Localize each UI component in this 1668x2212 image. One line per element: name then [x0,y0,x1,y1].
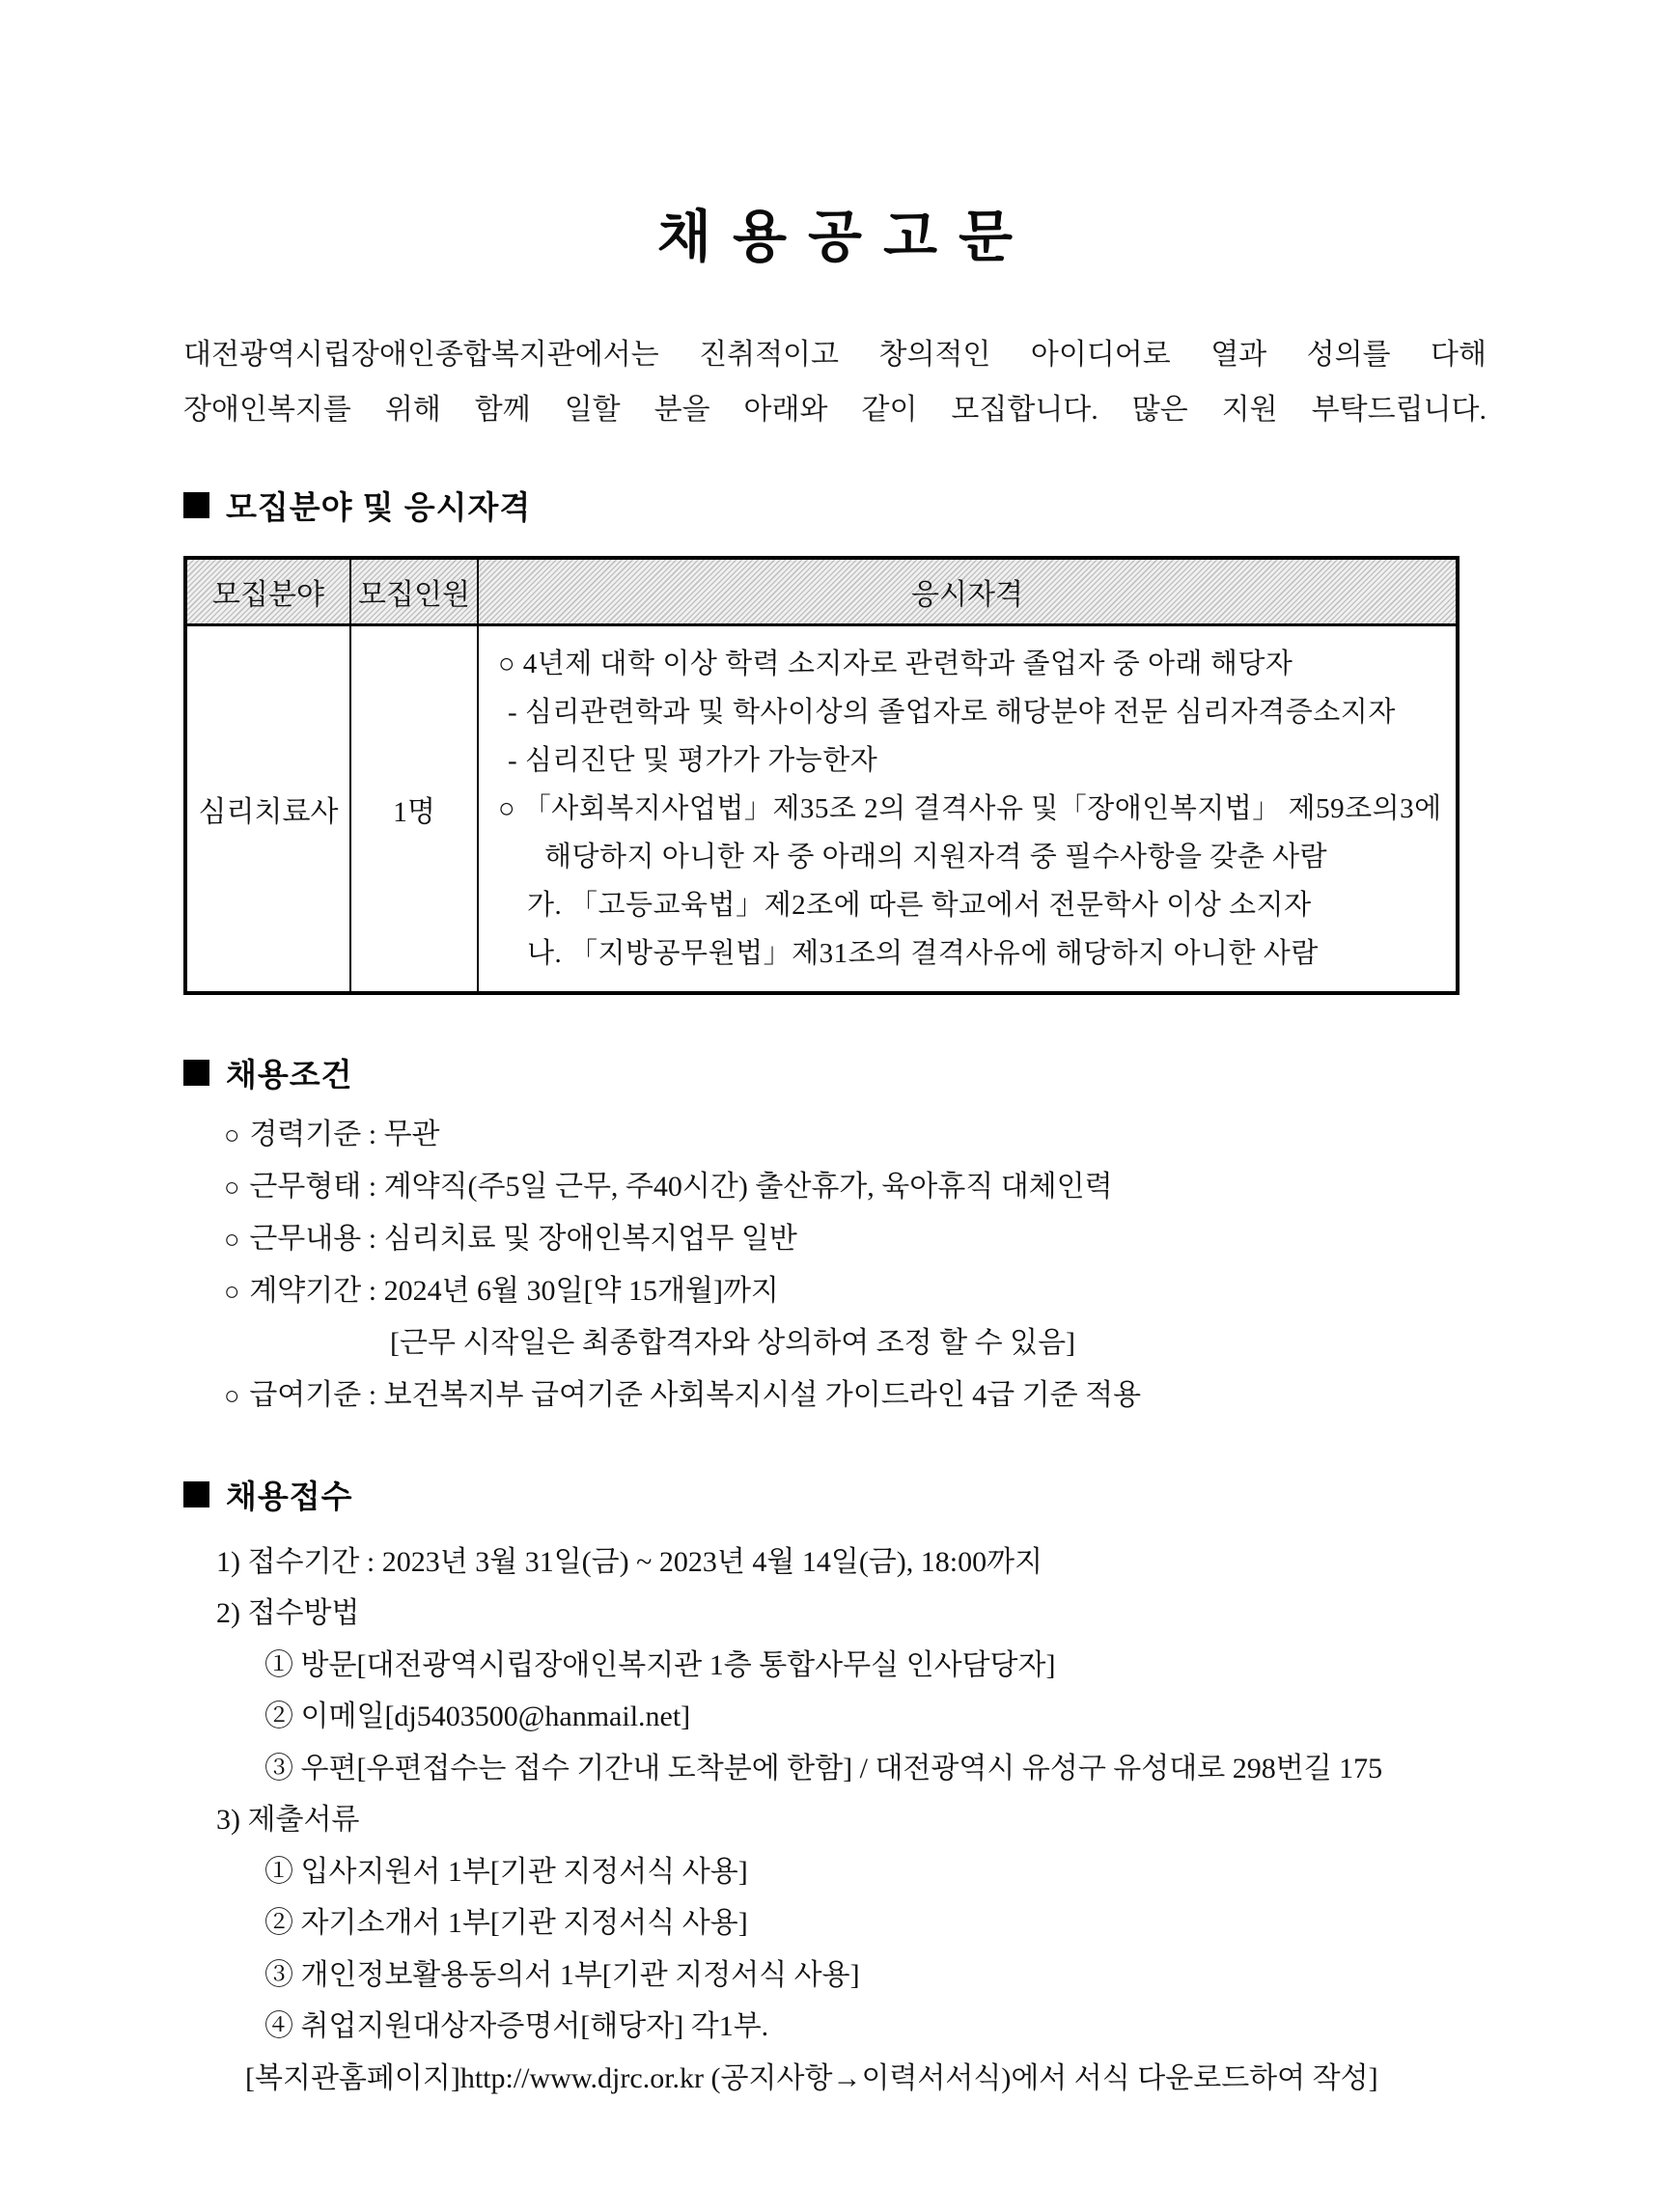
condition-separator: : [361,1170,384,1203]
qualification-line: ○ 「사회복지사업법」제35조 2의 결격사유 및「장애인복지법」 제59조의3에 [498,792,1442,824]
condition-contract-note: [근무 시작일은 최종합격자와 상의하여 조정 할 수 있음] [390,1326,1076,1359]
reception-line-privacy: ③ 개인정보활용동의서 1부[기관 지정서식 사용] [264,1958,860,1991]
condition-label: 계약기간 [249,1274,362,1307]
reception-line-certificate: ④ 취업지원대상자증명서[해당자] 각1부. [264,2010,769,2042]
section-heading-conditions-text: 채용조건 [226,1056,353,1092]
section-heading-conditions [183,1050,1487,1095]
condition-item-duty [224,1213,1487,1265]
column-header-position: 모집분야 [185,558,350,625]
condition-item-salary [224,1369,1487,1422]
condition-separator: : [361,1378,384,1411]
condition-separator: : [361,1274,384,1307]
condition-value: 무관 [383,1118,440,1150]
condition-label: 급여기준 [249,1378,362,1411]
condition-item-contract-period [224,1265,1487,1317]
reception-line-coverletter: ② 자기소개서 1부[기관 지정서식 사용] [264,1907,748,1939]
circle-bullet-icon: ○ [224,1276,240,1306]
intro-line-2: 장애인복지를 위해 함께 일할 분을 아래와 같이 모집합니다. 많은 지원 부탁드립니다. [183,393,1487,426]
black-square-icon [183,492,209,518]
condition-label: 근무내용 [249,1222,362,1255]
table-header-row [185,558,1458,625]
black-square-icon [183,1481,209,1507]
recruitment-table [183,556,1460,995]
reception-line-email: ② 이메일[dj5403500@hanmail.net] [264,1700,691,1732]
intro-line-1: 대전광역시립장애인종합복지관에서는 진취적이고 창의적인 아이디어로 열과 성의를 다해 [183,338,1487,371]
count-cell: 1명 [350,624,478,993]
table-body-row [185,624,1458,993]
condition-label: 근무형태 [249,1170,362,1203]
qualification-line: 해당하지 아니한 자 중 아래의 지원자격 중 필수사항을 갖춘 사람 [544,841,1328,872]
reception-line-method: 2) 접수방법 [216,1597,360,1629]
condition-item-worktype [224,1161,1487,1213]
reception-line-download-note: [복지관홈페이지]http://www.djrc.or.kr (공지사항→이력서서식)에서 서식 다운로드하여 작성] [245,2061,1378,2094]
section-heading-reception-text: 채용접수 [226,1478,353,1514]
qualification-line: - 심리진단 및 평가가 가능한자 [508,744,878,776]
qualification-line: 가. 「고등교육법」제2조에 따른 학교에서 전문학사 이상 소지자 [527,889,1312,921]
reception-line-visit: ① 방문[대전광역시립장애인복지관 1층 통합사무실 인사담당자] [264,1648,1056,1681]
circle-bullet-icon: ○ [224,1120,240,1149]
condition-value: 2024년 6월 30일[약 15개월]까지 [383,1274,779,1307]
circle-bullet-icon: ○ [224,1224,240,1254]
reception-line-period: 1) 접수기간 : 2023년 3월 31일(금) ~ 2023년 4월 14일(금), 18:00까지 [216,1545,1043,1578]
column-header-qualification: 응시자격 [478,558,1458,625]
document-title: 채용공고문 [656,206,1035,268]
black-square-icon [183,1060,209,1086]
section-heading-reception [183,1472,1487,1517]
qualification-line: - 심리관련학과 및 학사이상의 졸업자로 해당분야 전문 심리자격증소지자 [508,696,1396,728]
reception-list [183,1536,1487,2105]
intro-paragraph [183,327,1487,437]
condition-value: 보건복지부 급여기준 사회복지시설 가이드라인 4급 기준 적용 [383,1378,1142,1411]
condition-label: 경력기준 [249,1118,362,1150]
reception-line-mail: ③ 우편[우편접수는 접수 기간내 도착분에 한함] / 대전광역시 유성구 유성대로 298번길 175 [264,1752,1383,1784]
conditions-list [183,1109,1487,1422]
condition-item-career [224,1109,1487,1161]
reception-line-documents: 3) 제출서류 [216,1804,360,1836]
reception-line-application: ① 입사지원서 1부[기관 지정서식 사용] [264,1855,748,1888]
condition-value: 심리치료 및 장애인복지업무 일반 [383,1222,797,1255]
qualification-line: 나. 「지방공무원법」제31조의 결격사유에 해당하지 아니한 사람 [527,937,1319,969]
column-header-count: 모집인원 [350,558,478,625]
condition-separator: : [361,1118,384,1150]
section-heading-recruit [183,483,1487,528]
condition-separator: : [361,1222,384,1255]
qualification-cell [478,624,1458,993]
circle-bullet-icon: ○ [224,1380,240,1410]
position-cell: 심리치료사 [185,624,350,993]
section-heading-recruit-text: 모집분야 및 응시자격 [226,488,532,525]
qualification-line: ○ 4년제 대학 이상 학력 소지자로 관련학과 졸업자 중 아래 해당자 [498,648,1293,679]
condition-value: 계약직(주5일 근무, 주40시간) 출산휴가, 육아휴직 대체인력 [383,1170,1113,1203]
circle-bullet-icon: ○ [224,1172,240,1202]
